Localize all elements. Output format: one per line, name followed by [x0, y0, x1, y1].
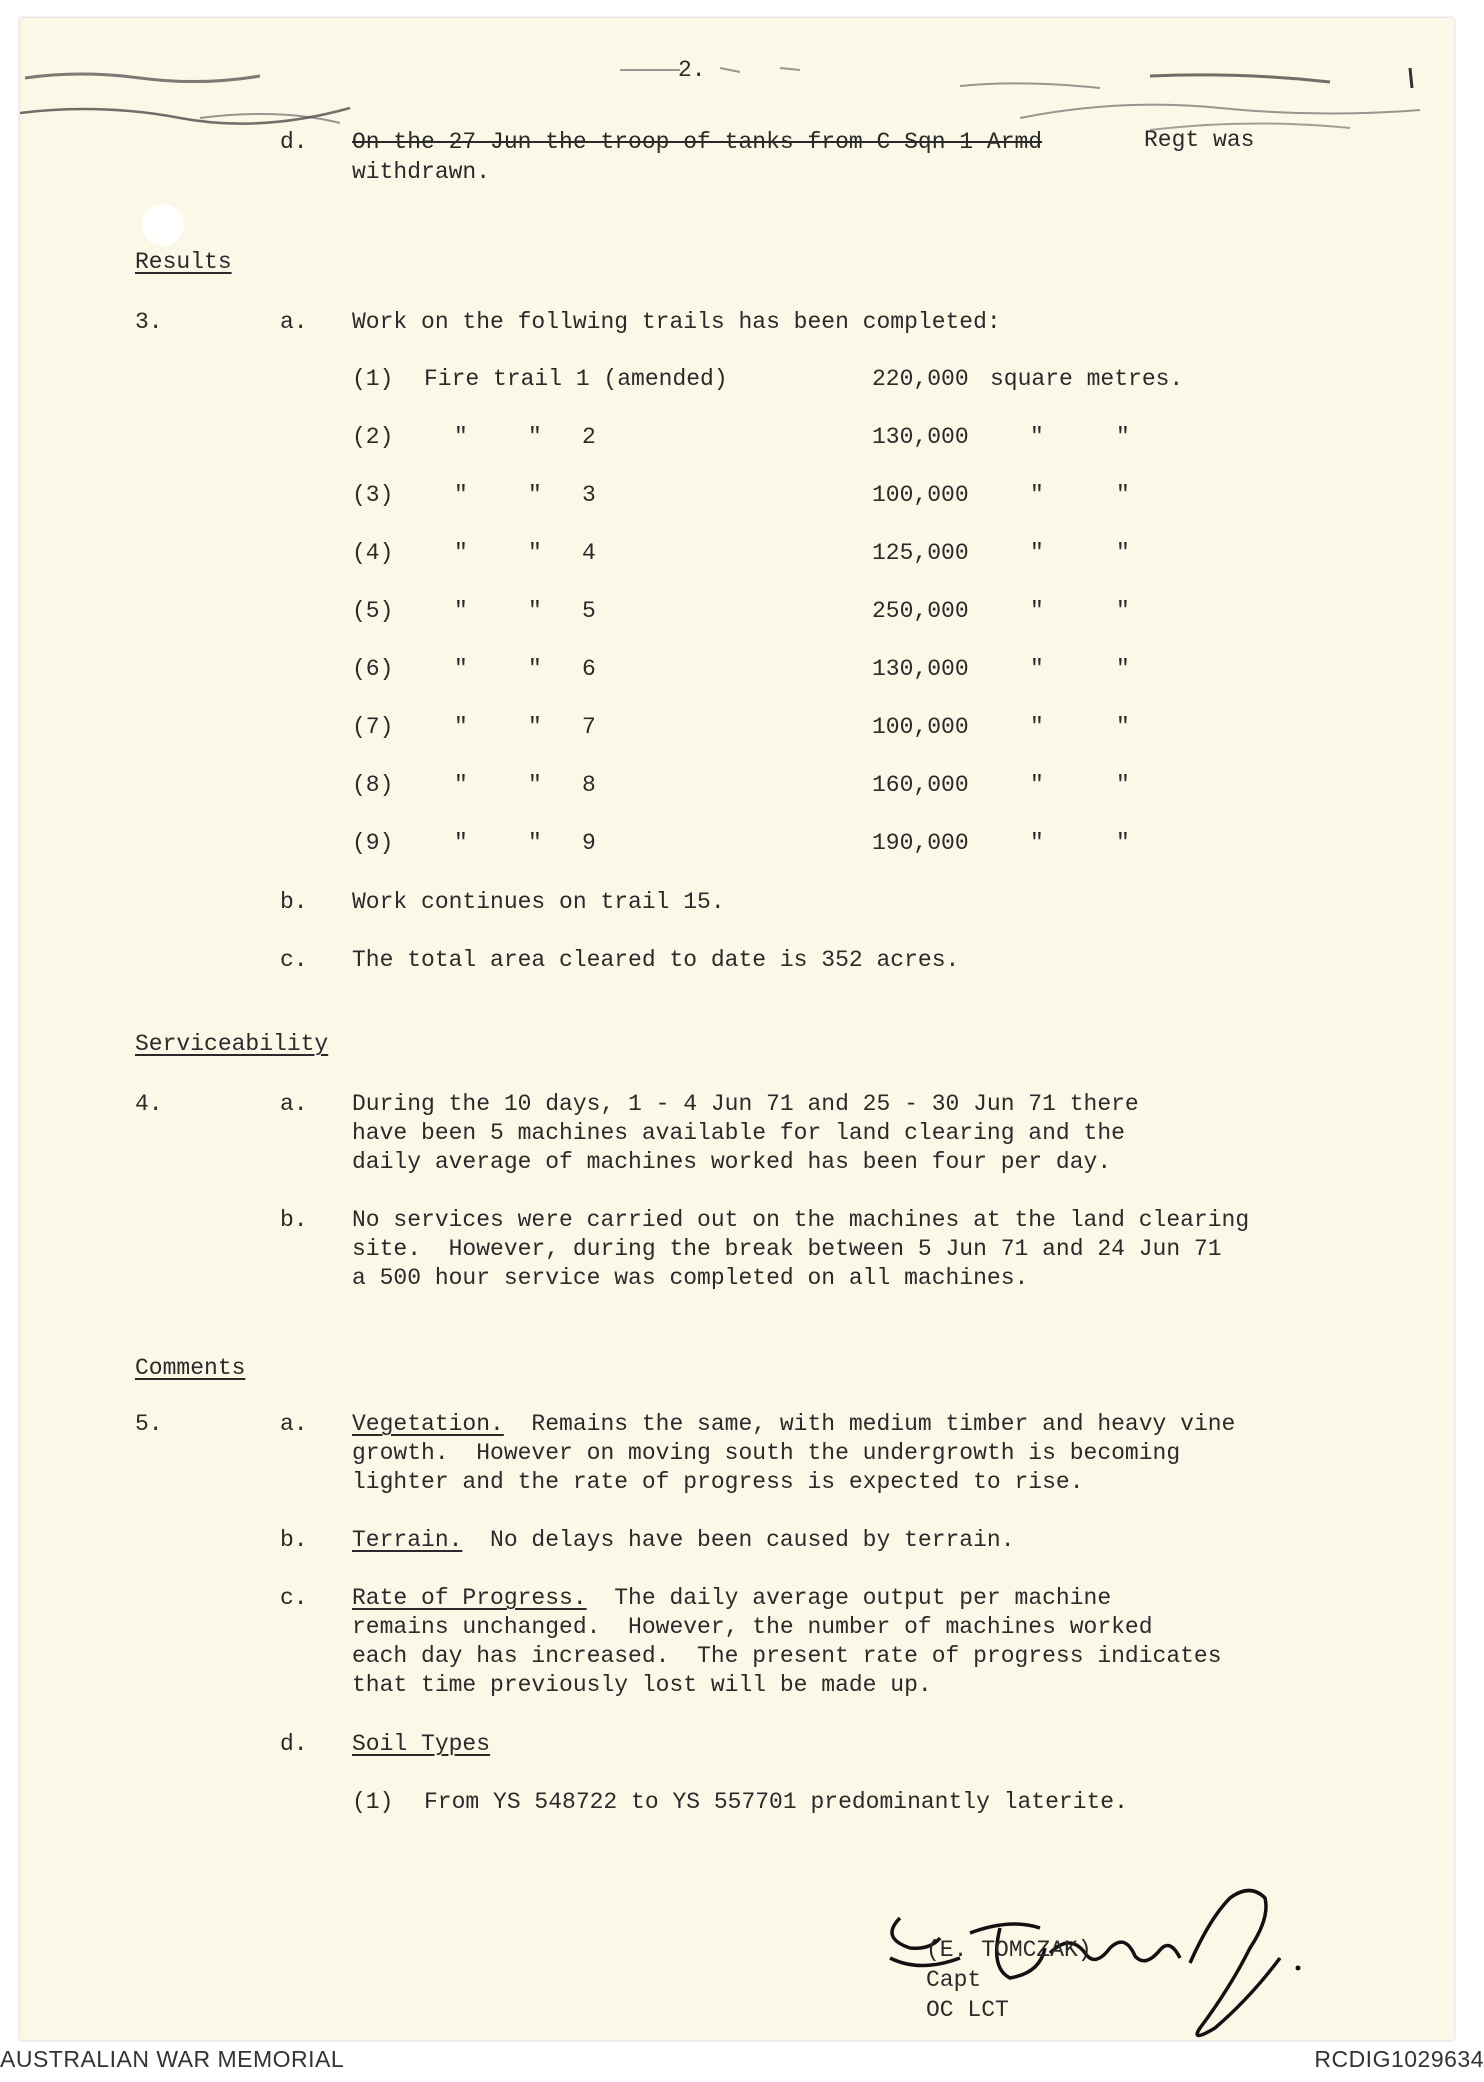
- footer-archive-name: AUSTRALIAN WAR MEMORIAL: [0, 2046, 345, 2072]
- para-4-number: 4.: [135, 1091, 163, 1117]
- para-3b-letter: b.: [280, 889, 308, 915]
- top-edge-smudge: [20, 48, 1454, 138]
- para-5d1-index: (1): [352, 1789, 394, 1815]
- ditto-mark: ": [1030, 482, 1044, 508]
- trail-index: (9): [352, 830, 394, 856]
- para-4b-line: No services were carried out on the machines at the land clearing: [352, 1207, 1250, 1233]
- trail-number: 2: [582, 424, 596, 450]
- para-4a-line: During the 10 days, 1 - 4 Jun 71 and 25 - 30 Jun 71 there: [352, 1091, 1139, 1117]
- para-3b-text: Work continues on trail 15.: [352, 889, 725, 915]
- trail-area: 130,000: [872, 424, 969, 450]
- para-3a-text: Work on the follwing trails has been completed:: [352, 309, 1001, 335]
- ditto-mark: ": [1030, 656, 1044, 682]
- para-5a-letter: a.: [280, 1411, 308, 1437]
- para-4a-line: daily average of machines worked has been four per day.: [352, 1149, 1112, 1175]
- para-5b-line: [352, 1526, 1015, 1555]
- trail-index: (6): [352, 656, 394, 682]
- page-number: 2.: [678, 57, 706, 83]
- trail-area: 190,000: [872, 830, 969, 856]
- footer-document-id: RCDIG1029634: [1314, 2046, 1484, 2072]
- signatory-name: (E. TOMCZAK): [926, 1937, 1092, 1963]
- signatory-role: OC LCT: [926, 1997, 1009, 2023]
- ditto-mark: ": [1116, 424, 1130, 450]
- para-5d-letter: d.: [280, 1731, 308, 1757]
- ditto-mark: ": [528, 482, 542, 508]
- trail-index: (1): [352, 366, 394, 392]
- trail-area: 125,000: [872, 540, 969, 566]
- para-4a-letter: a.: [280, 1091, 308, 1117]
- ditto-mark: ": [1116, 598, 1130, 624]
- ditto-mark: ": [528, 598, 542, 624]
- document-page: [20, 18, 1454, 2040]
- trail-number: 9: [582, 830, 596, 856]
- para-4b-line: a 500 hour service was completed on all machines.: [352, 1265, 1029, 1291]
- ditto-mark: ": [528, 772, 542, 798]
- ditto-mark: ": [1030, 714, 1044, 740]
- trail-area: 220,000: [872, 366, 969, 392]
- para-5c-heading: Rate of Progress.: [352, 1585, 587, 1611]
- para-5a-line1: Remains the same, with medium timber and heavy vine: [503, 1411, 1236, 1437]
- trail-index: (2): [352, 424, 394, 450]
- trail-area: 100,000: [872, 482, 969, 508]
- ditto-mark: ": [1116, 830, 1130, 856]
- para-4a-line: have been 5 machines available for land clearing and the: [352, 1120, 1125, 1146]
- para-3c-letter: c.: [280, 947, 308, 973]
- para-d-tail: Regt was: [1144, 127, 1255, 153]
- ditto-mark: ": [1116, 772, 1130, 798]
- trail-number: 8: [582, 772, 596, 798]
- trail-number: 6: [582, 656, 596, 682]
- ditto-mark: ": [454, 772, 468, 798]
- para-5-number: 5.: [135, 1411, 163, 1437]
- para-5d1-text: From YS 548722 to YS 557701 predominantly laterite.: [424, 1789, 1128, 1815]
- para-5b-letter: b.: [280, 1527, 308, 1553]
- para-5a-first-line: [352, 1410, 1235, 1439]
- ditto-mark: ": [528, 424, 542, 450]
- ditto-mark: ": [454, 714, 468, 740]
- ditto-mark: ": [454, 540, 468, 566]
- ditto-mark: ": [1030, 830, 1044, 856]
- ditto-mark: ": [454, 424, 468, 450]
- para-3a-letter: a.: [280, 309, 308, 335]
- para-5c-line4: that time previously lost will be made up.: [352, 1672, 932, 1698]
- trail-number: 3: [582, 482, 596, 508]
- para-5a-line2: growth. However on moving south the undergrowth is becoming: [352, 1440, 1181, 1466]
- section-serviceability-heading: Serviceability: [135, 1031, 329, 1057]
- para-4b-letter: b.: [280, 1207, 308, 1233]
- ditto-mark: ": [1116, 482, 1130, 508]
- section-results-heading: Results: [135, 249, 232, 275]
- para-4b-line: site. However, during the break between 5 Jun 71 and 24 Jun 71: [352, 1236, 1222, 1262]
- trail-number: 7: [582, 714, 596, 740]
- section-comments-heading: Comments: [135, 1355, 246, 1381]
- para-d-struck-text: On the 27 Jun the troop of tanks from C Sqn 1 Armd: [352, 129, 1043, 155]
- trail-index: (8): [352, 772, 394, 798]
- trail-area: 100,000: [872, 714, 969, 740]
- para-5a-heading: Vegetation.: [352, 1411, 504, 1437]
- ditto-mark: ": [528, 540, 542, 566]
- trail-index: (7): [352, 714, 394, 740]
- ditto-mark: ": [454, 656, 468, 682]
- hole-punch: [142, 204, 184, 246]
- ditto-mark: ": [528, 656, 542, 682]
- para-5c-line1: The daily average output per machine: [586, 1585, 1112, 1611]
- trail-number: 5: [582, 598, 596, 624]
- para-d-line2: withdrawn.: [352, 159, 491, 185]
- trail-area: 130,000: [872, 656, 969, 682]
- ditto-mark: ": [1030, 424, 1044, 450]
- trail-index: (4): [352, 540, 394, 566]
- para-5c-first-line: [352, 1584, 1111, 1613]
- trail-index: (5): [352, 598, 394, 624]
- ditto-mark: ": [1030, 540, 1044, 566]
- ditto-mark: ": [1116, 714, 1130, 740]
- para-5b-text: No delays have been caused by terrain.: [462, 1527, 1015, 1553]
- ditto-mark: ": [528, 714, 542, 740]
- trail-name: Fire trail 1 (amended): [424, 366, 728, 392]
- ditto-mark: ": [1030, 598, 1044, 624]
- signatory-rank: Capt: [926, 1967, 982, 1993]
- trail-unit: square metres.: [990, 366, 1184, 392]
- ditto-mark: ": [454, 830, 468, 856]
- trail-area: 160,000: [872, 772, 969, 798]
- para-5a-line3: lighter and the rate of progress is expected to rise.: [352, 1469, 1084, 1495]
- ditto-mark: ": [1030, 772, 1044, 798]
- para-5c-letter: c.: [280, 1585, 308, 1611]
- ditto-mark: ": [528, 830, 542, 856]
- para-5d-heading: Soil Types: [352, 1731, 491, 1757]
- para-3-number: 3.: [135, 309, 163, 335]
- ditto-mark: ": [454, 482, 468, 508]
- para-5b-heading: Terrain.: [352, 1527, 463, 1553]
- ditto-mark: ": [454, 598, 468, 624]
- para-3c-text: The total area cleared to date is 352 acres.: [352, 947, 960, 973]
- trail-index: (3): [352, 482, 394, 508]
- ditto-mark: ": [1116, 656, 1130, 682]
- trail-area: 250,000: [872, 598, 969, 624]
- para-d-letter: d.: [280, 129, 308, 155]
- para-5c-line3: each day has increased. The present rate of progress indicates: [352, 1643, 1222, 1669]
- trail-number: 4: [582, 540, 596, 566]
- para-5c-line2: remains unchanged. However, the number of machines worked: [352, 1614, 1153, 1640]
- ditto-mark: ": [1116, 540, 1130, 566]
